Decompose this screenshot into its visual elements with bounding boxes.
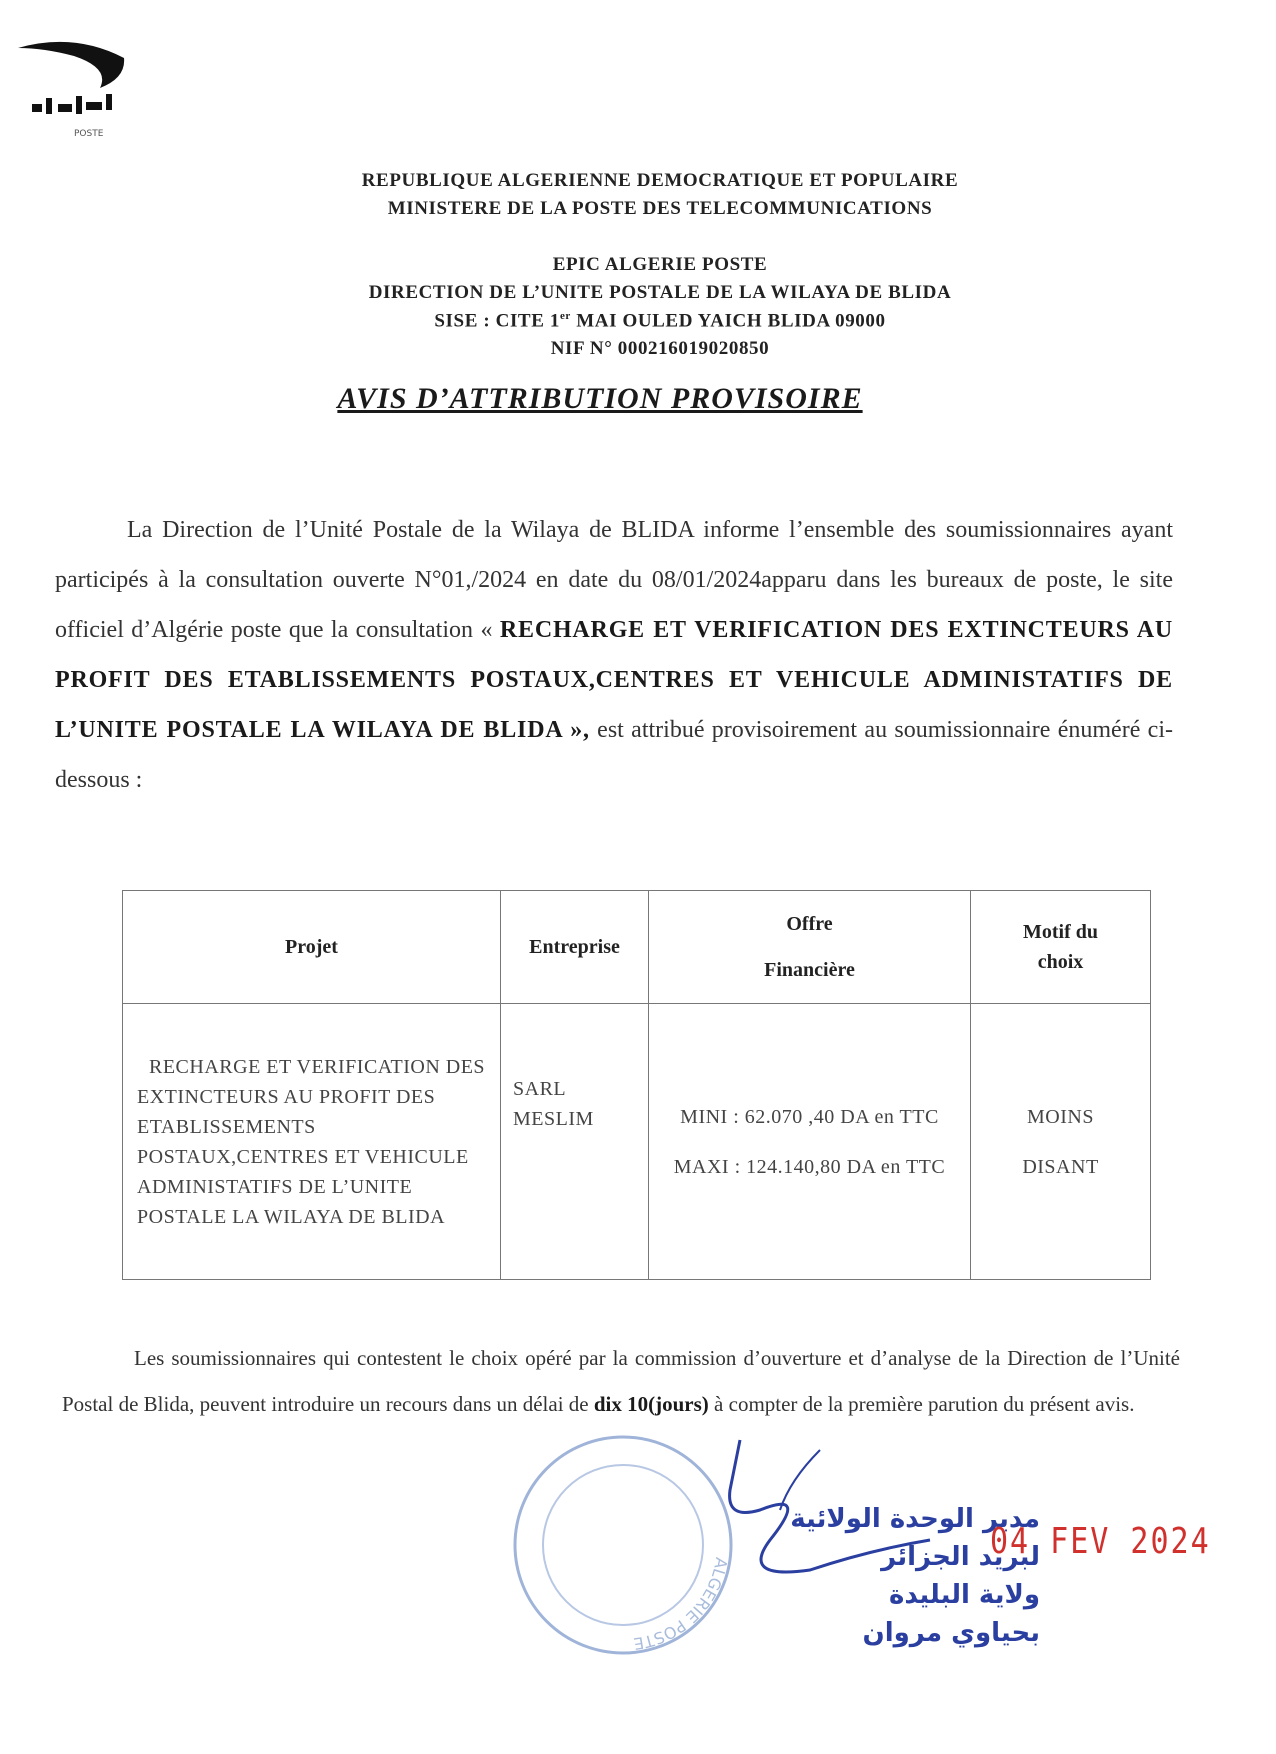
date-stamp: 04 FEV 2024 <box>990 1520 1211 1563</box>
closing-deadline: dix 10(jours) <box>593 1392 709 1416</box>
header-nif: NIF N° 000216019020850 <box>550 338 770 359</box>
closing-text-before: Les soumissionnaires qui contestent le choix opéré par la commission d’ouverture et d’analyse de la Direction de l’Unité Postal de Blida, peuvent introduire un recours dans un délai de <box>62 1346 1180 1416</box>
offre-mini: MINI : 62.070 ,40 DA en TTC <box>680 1105 939 1128</box>
logo-caption: POSTE <box>74 129 104 139</box>
stamp-line3: ولاية البليدة <box>889 1580 1040 1610</box>
motif-line1: MOINS <box>1027 1105 1094 1128</box>
address-sup: er <box>559 310 571 322</box>
header-epic: EPIC ALGERIE POSTE <box>552 254 768 275</box>
header-republic: REPUBLIQUE ALGERIENNE DEMOCRATIQUE ET POPULAIRE <box>361 170 959 191</box>
header-address <box>220 310 1100 332</box>
stamp-line4: بحياوي مروان <box>862 1618 1040 1648</box>
intro-subject: RECHARGE ET VERIFICATION DES EXTINCTEURS AU PROFIT DES ETABLISSEMENTS POSTAUX,CENTRES ET VEHICULE ADMINISTATIFS DE L’UNITE POSTALE LA WILAYA DE BLIDA », <box>55 617 1173 743</box>
closing-text-after: à compter de la première parution du présent avis. <box>708 1392 1135 1416</box>
table-row <box>123 1004 1151 1280</box>
offre-maxi: MAXI : 124.140,80 DA en TTC <box>673 1155 946 1178</box>
header-ministry: MINISTERE DE LA POSTE DES TELECOMMUNICATIONS <box>387 198 933 219</box>
address-post: MAI OULED YAICH BLIDA 09000 <box>570 310 886 332</box>
motif-line2: DISANT <box>1022 1155 1099 1178</box>
stamp-ring-text: ALGERIE POSTE <box>632 1556 732 1654</box>
col-header-motif: Motif du choix <box>971 891 1151 1004</box>
page-title: AVIS D’ATTRIBUTION PROVISOIRE <box>337 382 863 415</box>
header-direction: DIRECTION DE L’UNITE POSTALE DE LA WILAYA DE BLIDA <box>368 282 952 303</box>
intro-paragraph <box>55 505 1173 805</box>
award-table <box>122 890 1151 1280</box>
intro-text-after: est attribué provisoirement au soumissionnaire énuméré ci-dessous : <box>55 717 1173 793</box>
cell-entreprise: SARL MESLIM <box>501 1004 649 1280</box>
intro-text-before: La Direction de l’Unité Postale de la Wilaya de BLIDA informe l’ensemble des soumissionnaires ayant participés à la consultation ouverte N°01,/2024 en date du 08/01/2024apparu dans les bureaux de poste, le site officiel d’Algérie poste que la consultation « <box>55 517 1173 643</box>
col-header-projet: Projet <box>123 891 501 1004</box>
closing-paragraph <box>62 1335 1180 1427</box>
cell-projet: RECHARGE ET VERIFICATION DES EXTINCTEURS AU PROFIT DES ETABLISSEMENTS POSTAUX,CENTRES ET VEHICULE ADMINISTATIFS DE L’UNITE POSTALE LA WILAYA DE BLIDA <box>123 1004 501 1280</box>
cell-offre <box>649 1004 971 1280</box>
table-header-row <box>123 891 1151 1004</box>
stamp-line2: لبريد الجزائر <box>881 1542 1040 1572</box>
cell-motif <box>971 1004 1151 1280</box>
algerie-poste-logo <box>14 38 134 148</box>
stamp-signatory <box>660 1500 1040 1652</box>
stamp-line1: مدير الوحدة الولائية <box>790 1504 1040 1534</box>
col-header-offre: Offre Financière <box>649 891 971 1004</box>
col-header-entreprise: Entreprise <box>501 891 649 1004</box>
address-pre: SISE : CITE 1 <box>434 310 560 332</box>
